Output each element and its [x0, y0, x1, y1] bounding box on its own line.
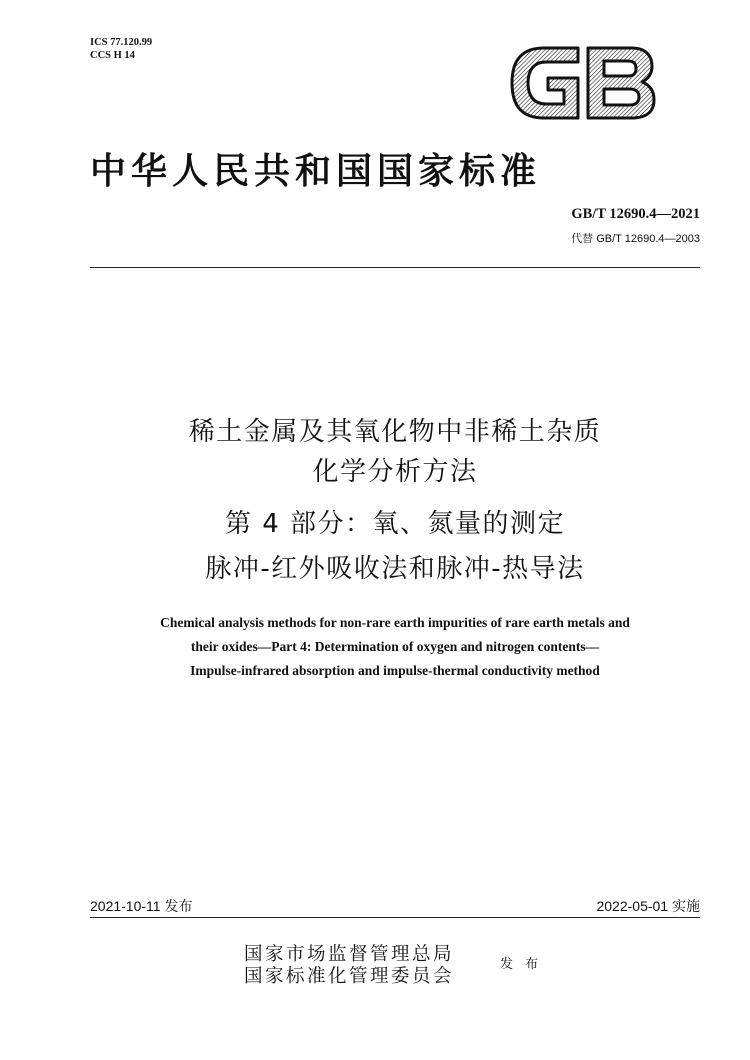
bottom-divider [90, 917, 700, 918]
implementation-date: 2022-05-01 实施 [596, 898, 700, 914]
classification-codes [90, 36, 152, 62]
replaced-standard: 代替 GB/T 12690.4—2003 [571, 233, 700, 245]
publish-label: 发 布 [500, 957, 543, 972]
title-cn-line-4: 脉冲-红外吸收法和脉冲-热导法 [205, 554, 585, 584]
standard-number: GB/T 12690.4—2021 [571, 206, 700, 222]
ccs-code: CCS H 14 [90, 50, 135, 61]
publisher-org-1: 国家市场监督管理总局 [244, 944, 455, 965]
publisher-org-2: 国家标准化管理委员会 [244, 966, 455, 987]
ics-code: ICS 77.120.99 [90, 37, 153, 48]
title-en-line-3: Impulse-infrared absorption and impulse-thermal conductivity method [190, 663, 600, 678]
top-divider [90, 267, 700, 268]
title-cn-line-3: 第 4 部分：氧、氮量的测定 [224, 509, 566, 539]
title-cn-line-2: 化学分析方法 [312, 457, 478, 487]
title-en-line-1: Chemical analysis methods for non-rare earth impurities of rare earth metals and [160, 615, 630, 630]
gb-logo [508, 44, 658, 122]
issue-date: 2021-10-11 发布 [90, 898, 193, 914]
title-cn-line-1: 稀土金属及其氧化物中非稀土杂质 [188, 417, 602, 447]
issuer-title: 中华人民共和国国家标准 [90, 150, 542, 192]
gb-logo-graphic [508, 44, 658, 122]
title-en-line-2: their oxides—Part 4: Determination of oxygen and nitrogen contents— [190, 639, 600, 654]
